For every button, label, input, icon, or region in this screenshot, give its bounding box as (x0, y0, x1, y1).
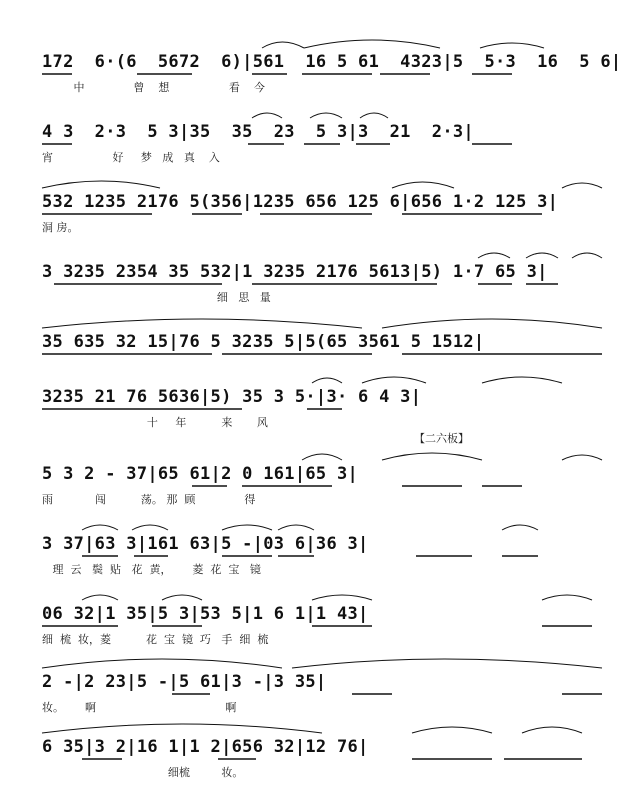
notation-line: 532 1235 2176 5(356|1235 656 125 6|656 1·2 125 3| (42, 192, 559, 212)
lyric-line: 理 云 鬓 贴 花 黄， 菱 花 宝 镜 (42, 563, 261, 576)
lyric-line: 中 曾 想 看 今 (42, 81, 265, 94)
lyric-line: 十 年 来 风 (42, 416, 268, 429)
notation-line: 35 635 32 15|76 5 3235 5|5(65 3561 5 1512| (42, 332, 485, 352)
notation-line: 3 3235 2354 35 532|1 3235 2176 5613|5) 1·7 65 3| (42, 262, 548, 282)
lyric-line: 妆。 啊 啊 (42, 701, 237, 714)
lyric-line: 细 梳 妆，菱 花 宝 镜 巧 手 细 梳 (42, 633, 269, 646)
lyric-line: 细 思 量 (42, 291, 271, 304)
notation-line: 3235 21 76 5636|5) 35 3 5·|3· 6 4 3| (42, 387, 422, 407)
notation-line: 06 32|1 35|5 3|53 5|1 6 1|1 43| (42, 604, 369, 624)
notation-line: 2 -|2 23|5 -|5 61|3 -|3 35| (42, 672, 327, 692)
notation-line: 3 37|63 3|161 63|5 -|03 6|36 3| (42, 534, 369, 554)
notation-line: 172 6·(6 5672 6)|561 16 5 61 4323|5 5·3 16 5 6| (42, 52, 622, 72)
lyric-line: 宵 好 梦 成 真 入 (42, 151, 220, 164)
notation-line: 5 3 2 - 37|65 61|2 0 161|65 3| (42, 464, 359, 484)
lyric-line: 雨 闯 荡。 那 顾 得 (42, 493, 256, 506)
lyric-line: 细梳 妆。 (42, 766, 244, 779)
notation-line: 4 3 2·3 5 3|35 35 23 5 3|3 21 2·3| (42, 122, 474, 142)
lyric-line: 洞 房。 (42, 221, 79, 234)
notation-line: 6 35|3 2|16 1|1 2|656 32|12 76| (42, 737, 369, 757)
section-mark: 【二六板】 (414, 432, 469, 445)
